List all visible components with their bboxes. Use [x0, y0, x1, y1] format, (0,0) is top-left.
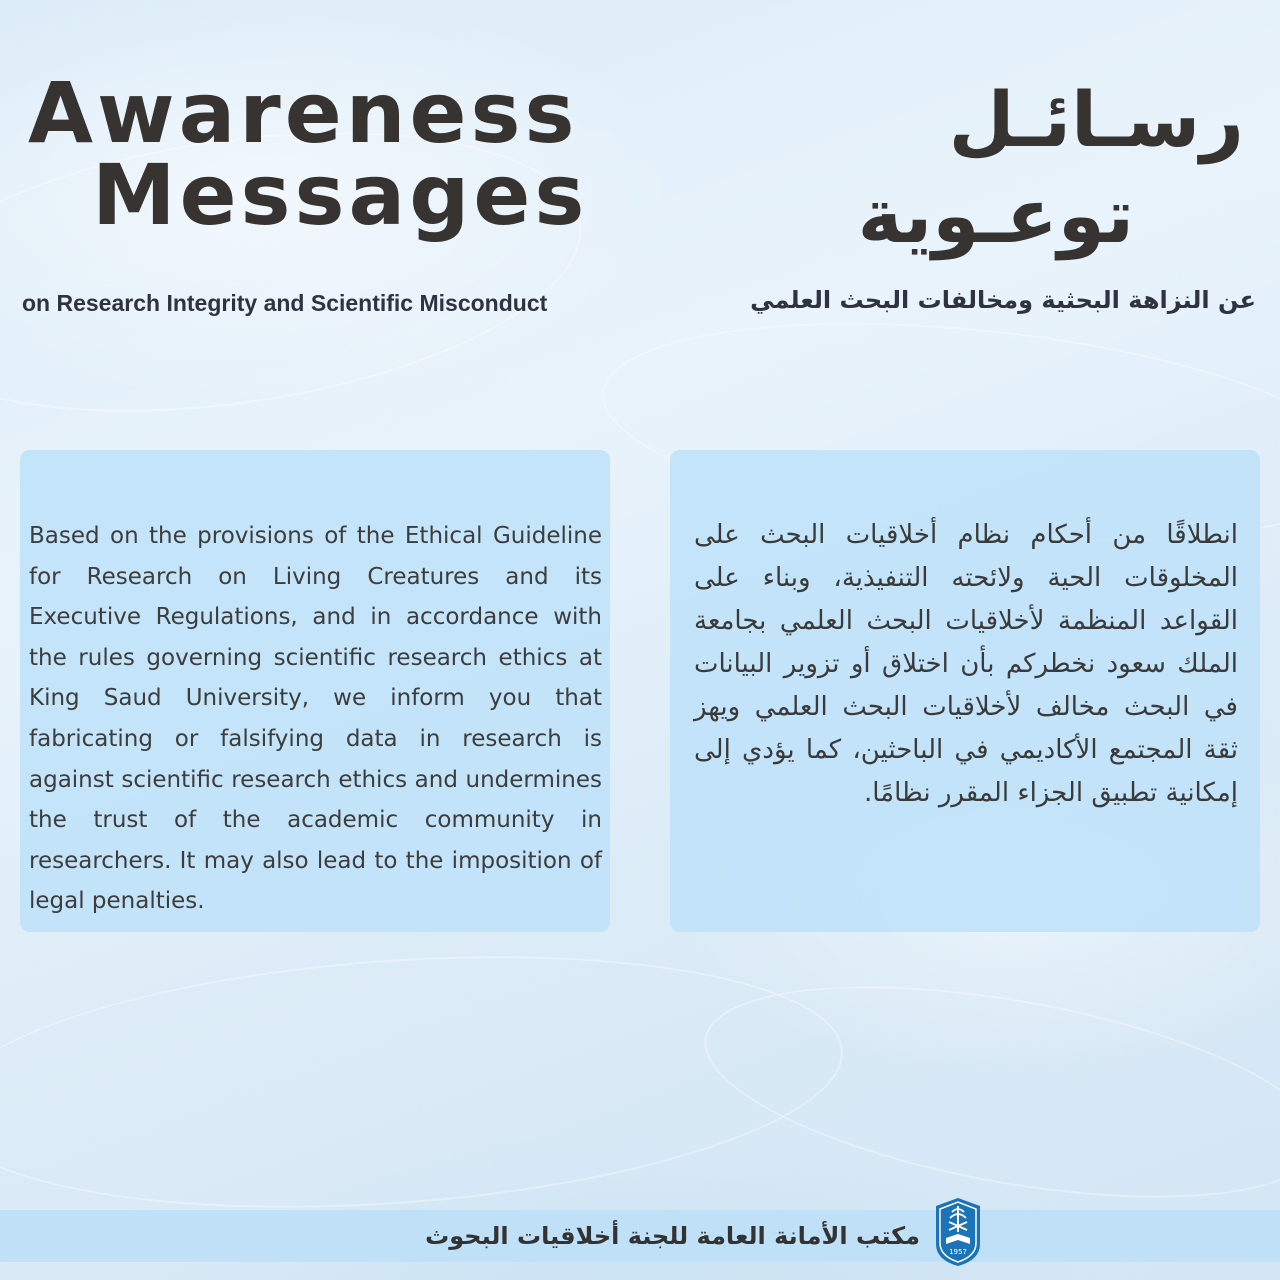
- title-english-line1: Awareness: [28, 64, 579, 162]
- king-saud-university-logo-icon: [932, 1192, 984, 1268]
- subtitle-english: on Research Integrity and Scientific Misconduct: [22, 290, 548, 316]
- title-english-line2: Messages: [92, 146, 589, 244]
- title-english: [22, 64, 622, 244]
- subtitle-arabic: عن النزاهة البحثية ومخالفات البحث العلمي: [750, 286, 1256, 314]
- arabic-message-card: [670, 450, 1260, 932]
- english-message-text: Based on the provisions of the Ethical Guideline for Research on Living Creatures and its Executive Regulations, and in accordance with the rules governing scientific research ethics at King Saud University, we inform you that fabricating or falsifying data in research is against scientific research ethics and undermines the trust of the academic community in researchers. It may also lead to the imposition of legal penalties.: [29, 523, 602, 915]
- title-arabic: [724, 72, 1244, 264]
- english-message-card: [20, 450, 610, 932]
- background-swirl: [0, 929, 851, 1235]
- title-arabic-line2: توعـوية: [857, 171, 1134, 260]
- background-swirl: [689, 947, 1280, 1237]
- arabic-message-text: انطلاقًا من أحكام نظام أخلاقيات البحث على المخلوقات الحية ولائحته التنفيذية، وبناء على القواعد المنظمة لأخلاقيات البحث العلمي بجامعة الملك سعود نخطركم بأن اختلاق أو تزوير البيانات في البحث مخالف لأخلاقيات البحث العلمي ويهز ثقة المجتمع الأكاديمي في الباحثين، كما يؤدي إلى إمكانية تطبيق الجزاء المقرر نظامًا.: [694, 520, 1238, 808]
- footer-office-name: مكتب الأمانة العامة للجنة أخلاقيات البحوث: [425, 1222, 920, 1250]
- logo-year: 1957: [949, 1248, 967, 1256]
- title-arabic-line1: رسـائـل: [948, 75, 1244, 164]
